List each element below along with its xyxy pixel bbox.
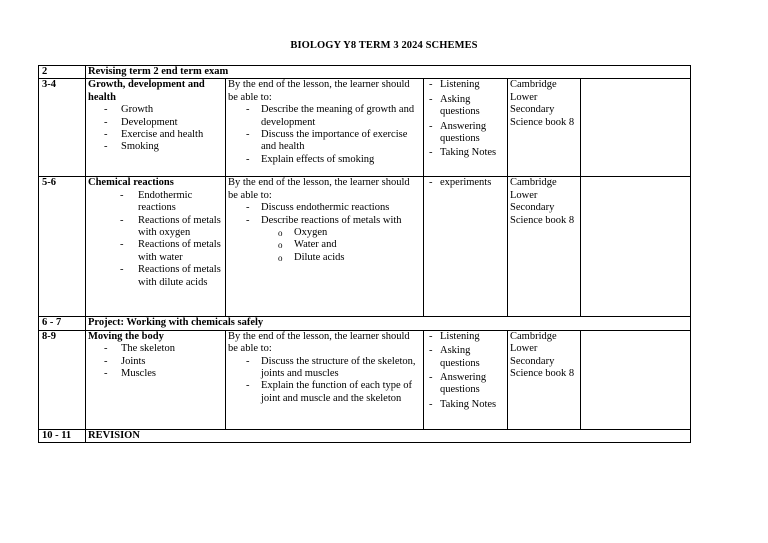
resource-cell: Cambridge Lower Secondary Science book 8 [508, 79, 581, 177]
merged-activity-cell: REVISION [86, 429, 691, 442]
topic-title: Chemical reactions [88, 177, 174, 189]
list-item: o Oxygen [228, 227, 421, 239]
list-item: - Asking questions [426, 345, 505, 370]
list-item: - Describe the meaning of growth and development [228, 104, 421, 129]
outcome-list [228, 202, 421, 227]
resource-cell: Cambridge Lower Secondary Science book 8 [508, 177, 581, 317]
table-row [39, 429, 691, 442]
topic-cell [86, 330, 226, 429]
week-cell: 8-9 [39, 330, 86, 429]
list-item: - Answering questions [426, 372, 505, 397]
remarks-cell [581, 330, 691, 429]
outcomes-cell [226, 79, 424, 177]
topic-cell [86, 79, 226, 177]
list-item: - Reactions of metals with water [88, 239, 223, 264]
week-cell: 6 - 7 [39, 317, 86, 330]
list-item: - Describe reactions of metals with [228, 215, 421, 227]
method-list [426, 331, 505, 411]
subtopic-list [88, 104, 223, 154]
week-cell: 3-4 [39, 79, 86, 177]
sub-outcome-list [228, 227, 421, 264]
week-cell: 5-6 [39, 177, 86, 317]
list-item: - Discuss endothermic reactions [228, 202, 421, 214]
table-row [39, 317, 691, 330]
list-item: - Answering questions [426, 121, 505, 146]
subtopic-list [88, 343, 223, 380]
remarks-cell [581, 79, 691, 177]
list-item: - Development [88, 117, 223, 129]
week-cell: 10 - 11 [39, 429, 86, 442]
list-item: - Asking questions [426, 94, 505, 119]
list-item: - Growth [88, 104, 223, 116]
list-item: - Listening [426, 79, 505, 91]
list-item: - Explain the function of each type of joint and muscle and the skeleton [228, 380, 421, 405]
list-item: - experiments [426, 177, 505, 189]
list-item: - Taking Notes [426, 147, 505, 159]
list-item: - The skeleton [88, 343, 223, 355]
table-row [39, 177, 691, 317]
topic-cell [86, 177, 226, 317]
list-item: - Joints [88, 356, 223, 368]
merged-activity-cell: Project: Working with chemicals safely [86, 317, 691, 330]
list-item: - Smoking [88, 141, 223, 153]
list-item: o Water and [228, 239, 421, 251]
methods-cell [424, 330, 508, 429]
merged-activity-cell: Revising term 2 end term exam [86, 66, 691, 79]
list-item: - Reactions of metals with oxygen [88, 215, 223, 240]
list-item: - Endothermic reactions [88, 190, 223, 215]
list-item: o Dilute acids [228, 252, 421, 264]
table-row [39, 66, 691, 79]
outcome-list [228, 356, 421, 406]
list-item: - Discuss the importance of exercise and health [228, 129, 421, 154]
scheme-table [38, 65, 691, 443]
methods-cell [424, 177, 508, 317]
list-item: - Discuss the structure of the skeleton, joints and muscles [228, 356, 421, 381]
outcome-list [228, 104, 421, 166]
list-item: - Muscles [88, 368, 223, 380]
list-item: - Listening [426, 331, 505, 343]
methods-cell [424, 79, 508, 177]
outcome-intro: By the end of the lesson, the learner should be able to: [228, 177, 410, 201]
table-row [39, 330, 691, 429]
outcome-intro: By the end of the lesson, the learner should be able to: [228, 79, 410, 103]
list-item: - Taking Notes [426, 399, 505, 411]
topic-title: Moving the body [88, 330, 164, 342]
method-list [426, 177, 505, 189]
topic-title: Growth, development and health [88, 79, 205, 103]
list-item: - Reactions of metals with dilute acids [88, 264, 223, 289]
outcomes-cell [226, 330, 424, 429]
week-cell: 2 [39, 66, 86, 79]
method-list [426, 79, 505, 159]
document-title: BIOLOGY Y8 TERM 3 2024 SCHEMES [290, 40, 478, 51]
subtopic-list [88, 190, 223, 289]
outcome-intro: By the end of the lesson, the learner should be able to: [228, 330, 410, 355]
list-item: - Exercise and health [88, 129, 223, 141]
resource-cell: Cambridge Lower Secondary Science book 8 [508, 330, 581, 429]
table-row [39, 79, 691, 177]
outcomes-cell [226, 177, 424, 317]
remarks-cell [581, 177, 691, 317]
list-item: - Explain effects of smoking [228, 154, 421, 166]
